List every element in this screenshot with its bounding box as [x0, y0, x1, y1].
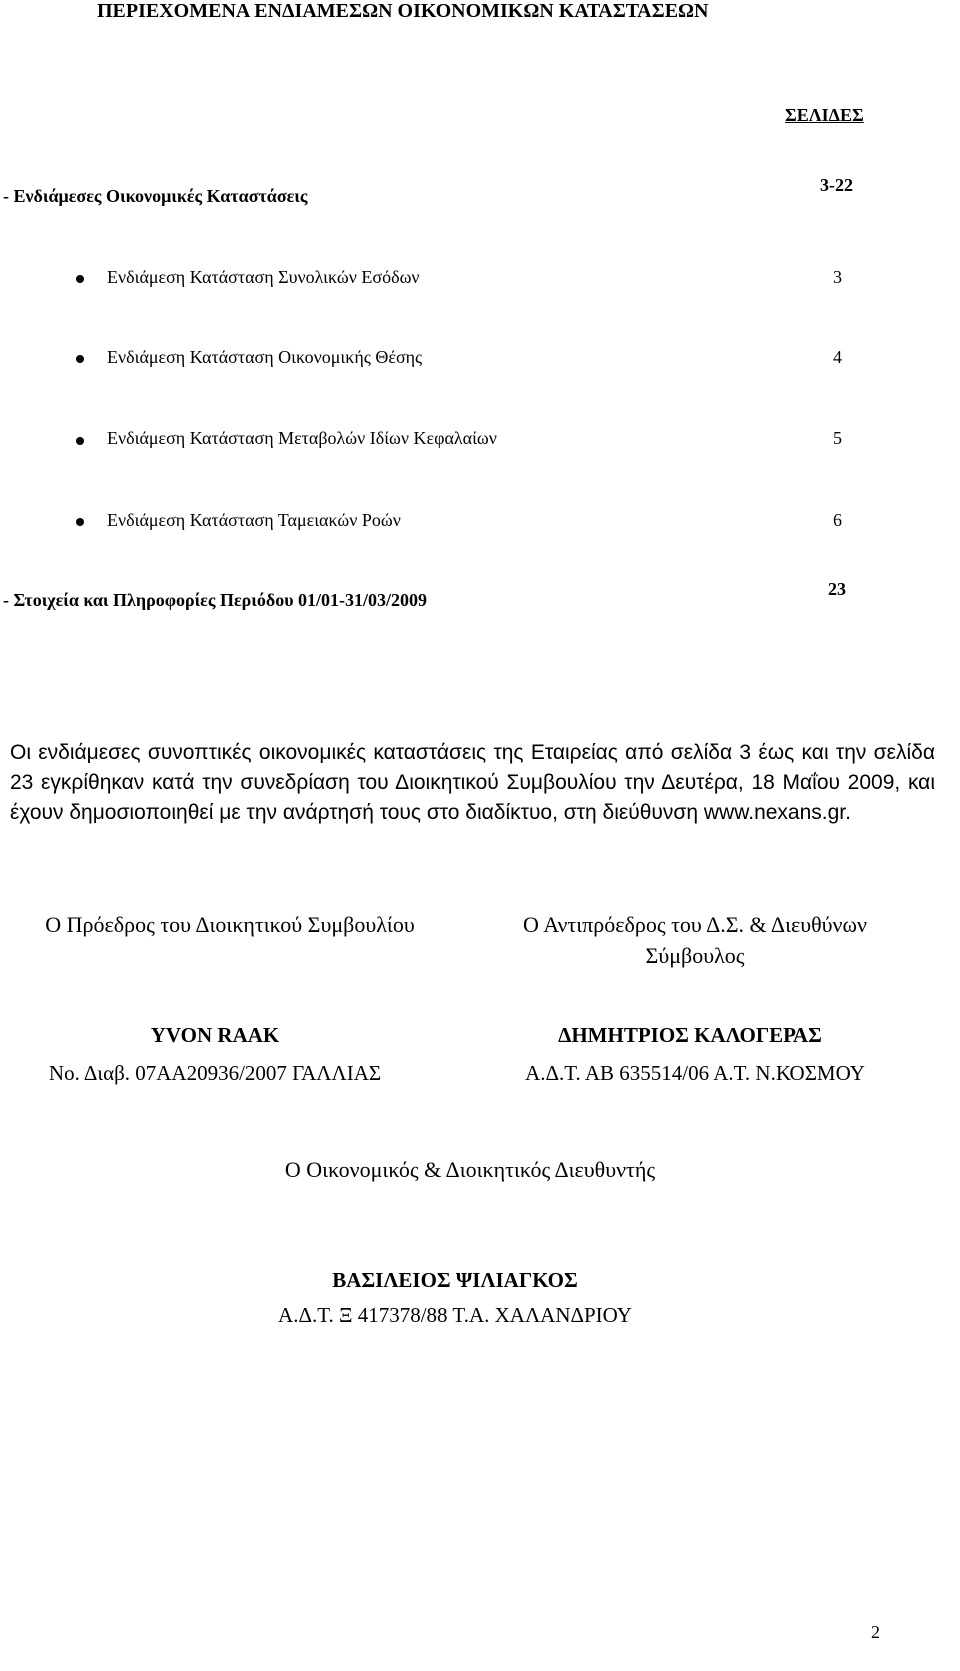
toc-item-label: Ενδιάμεση Κατάσταση Ταμειακών Ροών	[107, 510, 401, 530]
toc-item-label: Ενδιάμεση Κατάσταση Οικονομικής Θέσης	[107, 347, 423, 367]
toc-section-period-info-pages: 23	[828, 579, 846, 599]
toc-item-label: Ενδιάμεση Κατάσταση Μεταβολών Ιδίων Κεφαλαίων	[107, 428, 497, 448]
toc-item-label: Ενδιάμεση Κατάσταση Συνολικών Εσόδων	[107, 267, 420, 287]
chairman-id: Νο. Διαβ. 07AA20936/2007 ΓΑΛΛΙΑΣ	[48, 1061, 382, 1085]
toc-item-page: 3	[833, 267, 842, 287]
bullet-icon	[76, 518, 84, 526]
director-name: ΒΑΣΙΛΕΙΟΣ ΨΙΛΙΑΓΚΟΣ	[332, 1268, 578, 1292]
bullet-icon	[76, 275, 84, 283]
vice-chairman-role: Ο Αντιπρόεδρος του Δ.Σ. & Διευθύνων	[523, 912, 867, 937]
toc-item-page: 5	[833, 428, 842, 448]
toc-section-financial-statements: - Ενδιάμεσες Οικονομικές Καταστάσεις	[3, 186, 308, 206]
pages-header: ΣΕΛΙΔΕΣ	[785, 105, 864, 125]
page-title: ΠΕΡΙΕΧΟΜΕΝΑ ΕΝΔΙΑΜΕΣΩΝ ΟΙΚΟΝΟΜΙΚΩΝ ΚΑΤΑΣΤΑΣΕΩΝ	[97, 0, 709, 22]
vice-chairman-name: ΔΗΜΗΤΡΙΟΣ ΚΑΛΟΓΕΡΑΣ	[558, 1023, 822, 1047]
chairman-name: YVON RAAK	[150, 1023, 280, 1047]
toc-item-page: 4	[833, 347, 842, 367]
toc-section-financial-statements-pages: 3-22	[820, 175, 853, 195]
director-id: Α.Δ.Τ. Ξ 417378/88 Τ.Α. ΧΑΛΑΝΔΡΙΟΥ	[278, 1303, 632, 1327]
approval-paragraph: Οι ενδιάμεσες συνοπτικές οικονομικές καταστάσεις της Εταιρείας από σελίδα 3 έως και την σελίδα 23 εγκρίθηκαν κατά την συνεδρίαση του Διοικητικού Συμβουλίου την Δευτέρα, 18 Μαΐου 2009, και έχουν δημοσιοποιηθεί με την ανάρτησή τους στο διαδίκτυο, στη διεύθυνση www.nexans.gr.	[10, 741, 935, 824]
vice-chairman-id: Α.Δ.Τ. ΑΒ 635514/06 Α.Τ. Ν.ΚΟΣΜΟΥ	[525, 1061, 865, 1085]
bullet-icon	[76, 355, 84, 363]
page-number: 2	[871, 1622, 880, 1642]
bullet-icon	[76, 437, 84, 445]
director-role: Ο Οικονομικός & Διοικητικός Διευθυντής	[284, 1157, 656, 1182]
toc-section-period-info: - Στοιχεία και Πληροφορίες Περιόδου 01/01-31/03/2009	[3, 590, 428, 610]
chairman-role: Ο Πρόεδρος του Διοικητικού Συμβουλίου	[45, 912, 415, 937]
toc-item-page: 6	[833, 510, 842, 530]
vice-chairman-role-line2: Σύμβουλος	[645, 943, 745, 968]
